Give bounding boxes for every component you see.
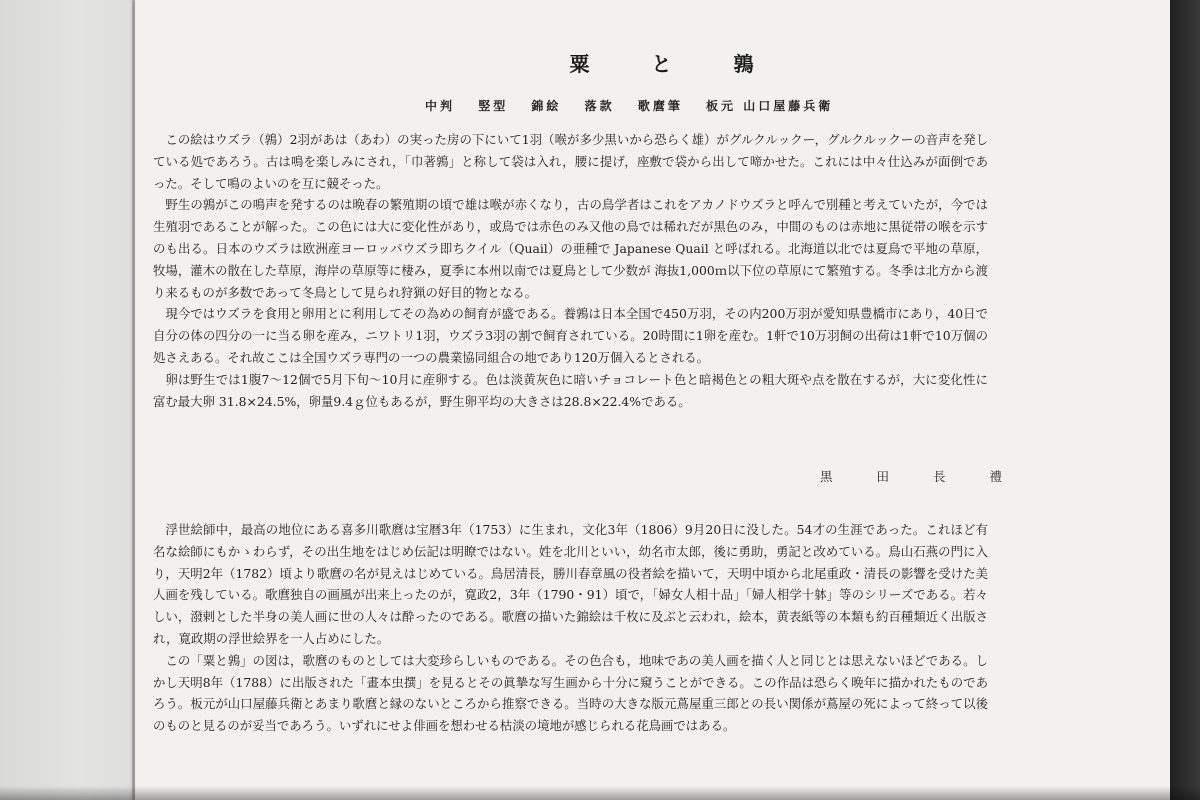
bottom-shadow: [0, 786, 1200, 800]
print-size: 中判: [425, 99, 456, 113]
bird-description-section: [153, 129, 988, 412]
document-sheet: [135, 0, 1170, 800]
artist-name: 歌麿筆: [637, 99, 683, 113]
print-format: 竪型: [478, 99, 509, 113]
print-specification: [425, 97, 1125, 114]
paragraph: 卵は野生では1腹7～12個で5月下旬～10月に産卵する。色は淡黄灰色に暗いチョコレート色と暗褐色との粗大斑や点を散在するが，大に変化性に富む最大卵 31.8×24.5%，卵量9.4ｇ位もあるが，野生卵平均の大きさは28.8×22.4%である。: [153, 371, 988, 409]
artist-biography-section: [153, 519, 988, 737]
print-medium: 錦絵: [531, 99, 562, 113]
paragraph: 現今ではウズラを食用と卵用とに利用してその為めの飼育が盛である。養鶉は日本全国で450万羽，その内200万羽が愛知県豊橋市にあり，40日で自分の体の四分の一に当る卵を産み，ニワトリ1羽，ウズラ3羽の割で飼育されている。20時間に1卵を産む。1軒で10万羽飼の出荷は1軒で10万個の処さえある。それ故ここは全国ウズラ専門の一つの農業協同組合の地であり120万個入るとされる。: [153, 306, 988, 365]
signature-type: 落款: [584, 99, 615, 113]
paragraph: この「粟と鶉」の図は，歌麿のものとしては大変珍らしいものである。その色合も，地味であの美人画を描く人と同じとは思えないほどである。しかし天明8年（1788）に出版された「畫本虫撰」を見るとその眞摯な写生画から十分に窺うことができる。この作品は恐らく晩年に描かれたものであろう。板元が山口屋藤兵衛とあまり歌麿と縁のないところから推察できる。当時の大きな版元蔦屋重三郎との長い関係が蔦屋の死によって終って以後のものと見るのが妥当であろう。いずれにせよ俳画を想わせる枯淡の境地が感じられる花鳥画ではある。: [153, 652, 988, 734]
paragraph: この絵はウズラ（鶉）2羽があは（あわ）の実った房の下にいて1羽（喉が多少黒いから恐らく雄）がグルクルックー，グルクルックーの音声を発している処であろう。古は鳴を楽しみにされ，「巾著鶉」と称して袋は入れ，腰に提げ，座敷で袋から出して啼かせた。これには中々仕込みが面倒であった。そして鳴のよいのを互に競そった。: [153, 132, 988, 191]
paragraph: 野生の鶉がこの鳴声を発するのは晩春の繁殖期の頃で雄は喉が赤くなり，古の鳥学者はこれをアカノドウズラと呼んで別種と考えていたが，今では生殖羽であることが解った。この色には大に変化性があり，或鳥では赤色のみ又他の鳥では稀れだが黒色のみ，中間のものは赤地に黒従帯の喉を示すのも出る。日本のウズラは欧洲産ヨーロッパウズラ即ちクイル（Quail）の亜種で Japanese Quail と呼ばれる。北海道以北では夏鳥で平地の草原，牧場，灌木の散在した草原，海岸の草原等に棲み，夏季に本州以南では夏鳥として少数が 海抜1,000ｍ以下位の草原にて繁殖する。冬季は北方から渡り来るものが多数であって冬鳥として見られ狩猟の好目的物となる。: [153, 197, 988, 300]
backdrop-right: [1170, 0, 1200, 800]
publisher-name: 板元 山口屋藤兵衛: [706, 99, 834, 113]
paragraph: 浮世絵師中，最高の地位にある喜多川歌麿は宝暦3年（1753）に生まれ，文化3年（1806）9月20日に没した。54才の生涯であった。これほど有名な絵師にもかゝわらず，その出生地をはじめ伝記は明瞭ではない。姓を北川といい，幼名市太郎，後に勇助，勇記と改めている。鳥山石燕の門に入り，天明2年（1782）頃より歌麿の名が見えはじめている。鳥居清長，勝川春章風の役者絵を描いて，天明中頃から北尾重政・清長の影響を受けた美人画を残している。歌麿独自の画風が出来上ったのが，寛政2，3年（1790・91）頃で，「婦女人相十品」「婦人相学十躰」等のシリーズである。若々しい，潑剌とした半身の美人画に世の人々は酔ったのである。歌麿の描いた錦絵は千枚に及ぶと云われ，絵本，黄表紙等の本類も約百種類近く出版され，寛政期の浮世絵界を一人占めにした。: [153, 522, 988, 646]
backdrop-left: [0, 0, 135, 800]
author-signature: 黒 田 長 禮: [820, 469, 1022, 484]
document-title: 粟と鶉: [569, 52, 816, 76]
